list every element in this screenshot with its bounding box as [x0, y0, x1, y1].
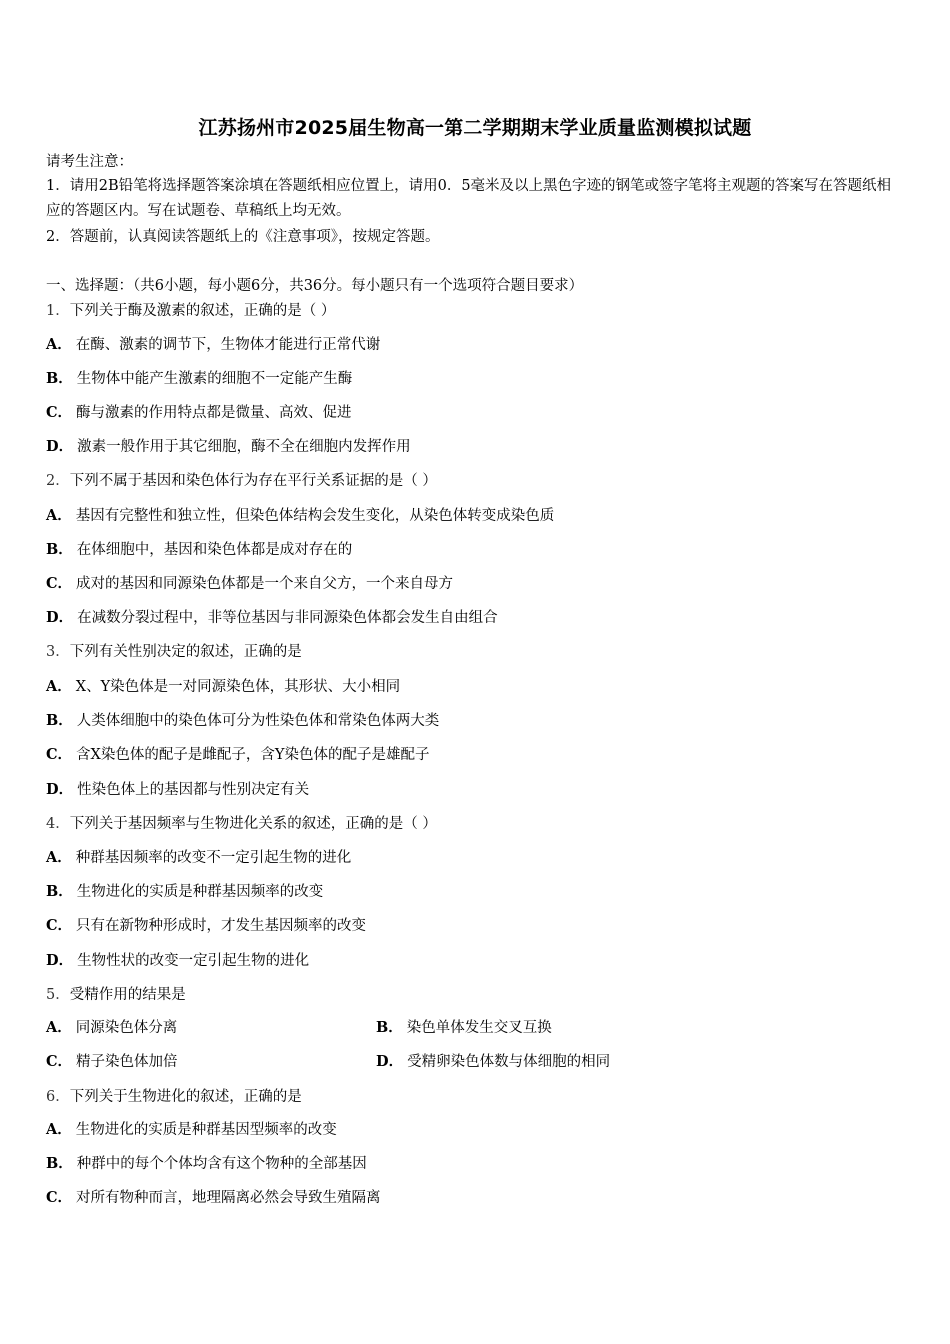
option-label: D．	[46, 609, 74, 626]
question-stem: 下列有关性别决定的叙述，正确的是	[69, 644, 302, 660]
question-2-option-a	[46, 506, 554, 526]
option-text: 含X染色体的配子是雌配子，含Y染色体的配子是雄配子	[76, 747, 430, 763]
question-3	[46, 642, 302, 662]
question-3-option-b	[46, 711, 439, 731]
question-number: 2．	[46, 473, 70, 489]
option-label: A．	[46, 678, 72, 695]
question-4-option-c	[46, 916, 366, 936]
option-text: 在酶、激素的调节下，生物体才能进行正常代谢	[75, 337, 381, 353]
question-5-option-c	[46, 1052, 178, 1072]
option-label: A．	[46, 1121, 72, 1138]
option-label: B．	[46, 712, 73, 729]
option-text: 生物进化的实质是种群基因频率的改变	[76, 884, 324, 900]
question-stem: 下列关于酶及激素的叙述，正确的是（ ）	[69, 303, 336, 319]
option-label: C．	[46, 575, 73, 592]
page-title: 江苏扬州市2025届生物高一第二学期期末学业质量监测模拟试题	[198, 117, 752, 139]
option-label: C．	[46, 746, 73, 763]
option-label: A．	[46, 1019, 72, 1036]
question-5-option-b	[376, 1018, 552, 1038]
option-label: B．	[376, 1019, 403, 1036]
question-4-option-a	[46, 848, 351, 868]
option-text: 基因有完整性和独立性，但染色体结构会发生变化，从染色体转变成染色质	[75, 508, 555, 524]
question-4	[46, 814, 437, 834]
option-text: 生物性状的改变一定引起生物的进化	[77, 953, 310, 969]
question-3-option-d	[46, 780, 309, 800]
option-text: 酶与激素的作用特点都是微量、高效、促进	[76, 405, 352, 421]
question-1-option-b	[46, 369, 352, 389]
question-6-option-a	[46, 1120, 337, 1140]
question-5	[46, 985, 186, 1005]
option-label: D．	[376, 1053, 404, 1070]
question-1	[46, 301, 335, 321]
question-2-option-b	[46, 540, 352, 560]
option-label: B．	[46, 370, 73, 387]
option-text: 受精卵染色体数与体细胞的相同	[407, 1054, 611, 1070]
option-text: 人类体细胞中的染色体可分为性染色体和常染色体两大类	[76, 713, 440, 729]
question-number: 3．	[46, 644, 70, 660]
question-2-option-d	[46, 608, 498, 628]
option-label: B．	[46, 883, 73, 900]
question-stem: 下列不属于基因和染色体行为存在平行关系证据的是（ ）	[69, 473, 437, 489]
option-label: D．	[46, 781, 74, 798]
option-text: 对所有物种而言，地理隔离必然会导致生殖隔离	[76, 1190, 381, 1206]
option-label: D．	[46, 438, 74, 455]
option-label: D．	[46, 952, 74, 969]
option-text: 性染色体上的基因都与性别决定有关	[77, 782, 310, 798]
question-stem: 受精作用的结果是	[69, 987, 186, 1003]
question-3-option-c	[46, 745, 429, 765]
question-number: 4．	[46, 816, 70, 832]
question-stem: 下列关于基因频率与生物进化关系的叙述，正确的是（ ）	[69, 816, 437, 832]
question-number: 1．	[46, 303, 70, 319]
option-text: 同源染色体分离	[75, 1020, 178, 1036]
question-4-option-d	[46, 951, 309, 971]
option-text: 种群基因频率的改变不一定引起生物的进化	[75, 850, 352, 866]
option-text: X、Y染色体是一对同源染色体，其形状、大小相同	[75, 679, 401, 695]
option-label: B．	[46, 1155, 73, 1172]
option-label: C．	[46, 917, 73, 934]
option-label: C．	[46, 404, 73, 421]
question-5-option-a	[46, 1018, 177, 1038]
option-label: A．	[46, 849, 72, 866]
option-label: A．	[46, 507, 72, 524]
question-stem: 下列关于生物进化的叙述，正确的是	[69, 1089, 302, 1105]
question-1-option-c	[46, 403, 352, 423]
question-2	[46, 471, 437, 491]
option-text: 成对的基因和同源染色体都是一个来自父方，一个来自母方	[76, 576, 454, 592]
question-2-option-c	[46, 574, 453, 594]
section-heading: 一、选择题：（共6小题，每小题6分，共36分。每小题只有一个选项符合题目要求）	[46, 278, 584, 294]
question-5-option-d	[376, 1052, 610, 1072]
question-6	[46, 1087, 302, 1107]
option-label: B．	[46, 541, 73, 558]
option-text: 生物进化的实质是种群基因型频率的改变	[75, 1122, 337, 1138]
option-text: 种群中的每个个体均含有这个物种的全部基因	[76, 1156, 367, 1172]
question-number: 6．	[46, 1089, 70, 1105]
option-label: C．	[46, 1189, 73, 1206]
option-text: 激素一般作用于其它细胞，酶不全在细胞内发挥作用	[77, 439, 411, 455]
option-text: 只有在新物种形成时，才发生基因频率的改变	[76, 918, 367, 934]
option-text: 在减数分裂过程中，非等位基因与非同源染色体都会发生自由组合	[77, 610, 498, 626]
question-1-option-a	[46, 335, 380, 355]
notice-item-1: 1．请用2B铅笔将选择题答案涂填在答题纸相应位置上，请用0．5毫米及以上黑色字迹的钢笔或签字笔将主观题的答案写在答题纸相应的答题区内。写在试题卷、草稿纸上均无效。	[46, 178, 892, 219]
option-text: 精子染色体加倍	[76, 1054, 178, 1070]
question-6-option-b	[46, 1154, 367, 1174]
notice-heading: 请考生注意：	[46, 154, 133, 170]
question-3-option-a	[46, 677, 400, 697]
question-1-option-d	[46, 437, 411, 457]
option-text: 在体细胞中，基因和染色体都是成对存在的	[76, 542, 353, 558]
option-text: 染色单体发生交叉互换	[406, 1020, 552, 1036]
question-6-option-c	[46, 1188, 381, 1208]
question-number: 5．	[46, 987, 70, 1003]
option-label: A．	[46, 336, 72, 353]
notice-item-2: 2．答题前，认真阅读答题纸上的《注意事项》，按规定答题。	[46, 229, 440, 245]
option-text: 生物体中能产生激素的细胞不一定能产生酶	[76, 371, 353, 387]
question-4-option-b	[46, 882, 323, 902]
option-label: C．	[46, 1053, 73, 1070]
